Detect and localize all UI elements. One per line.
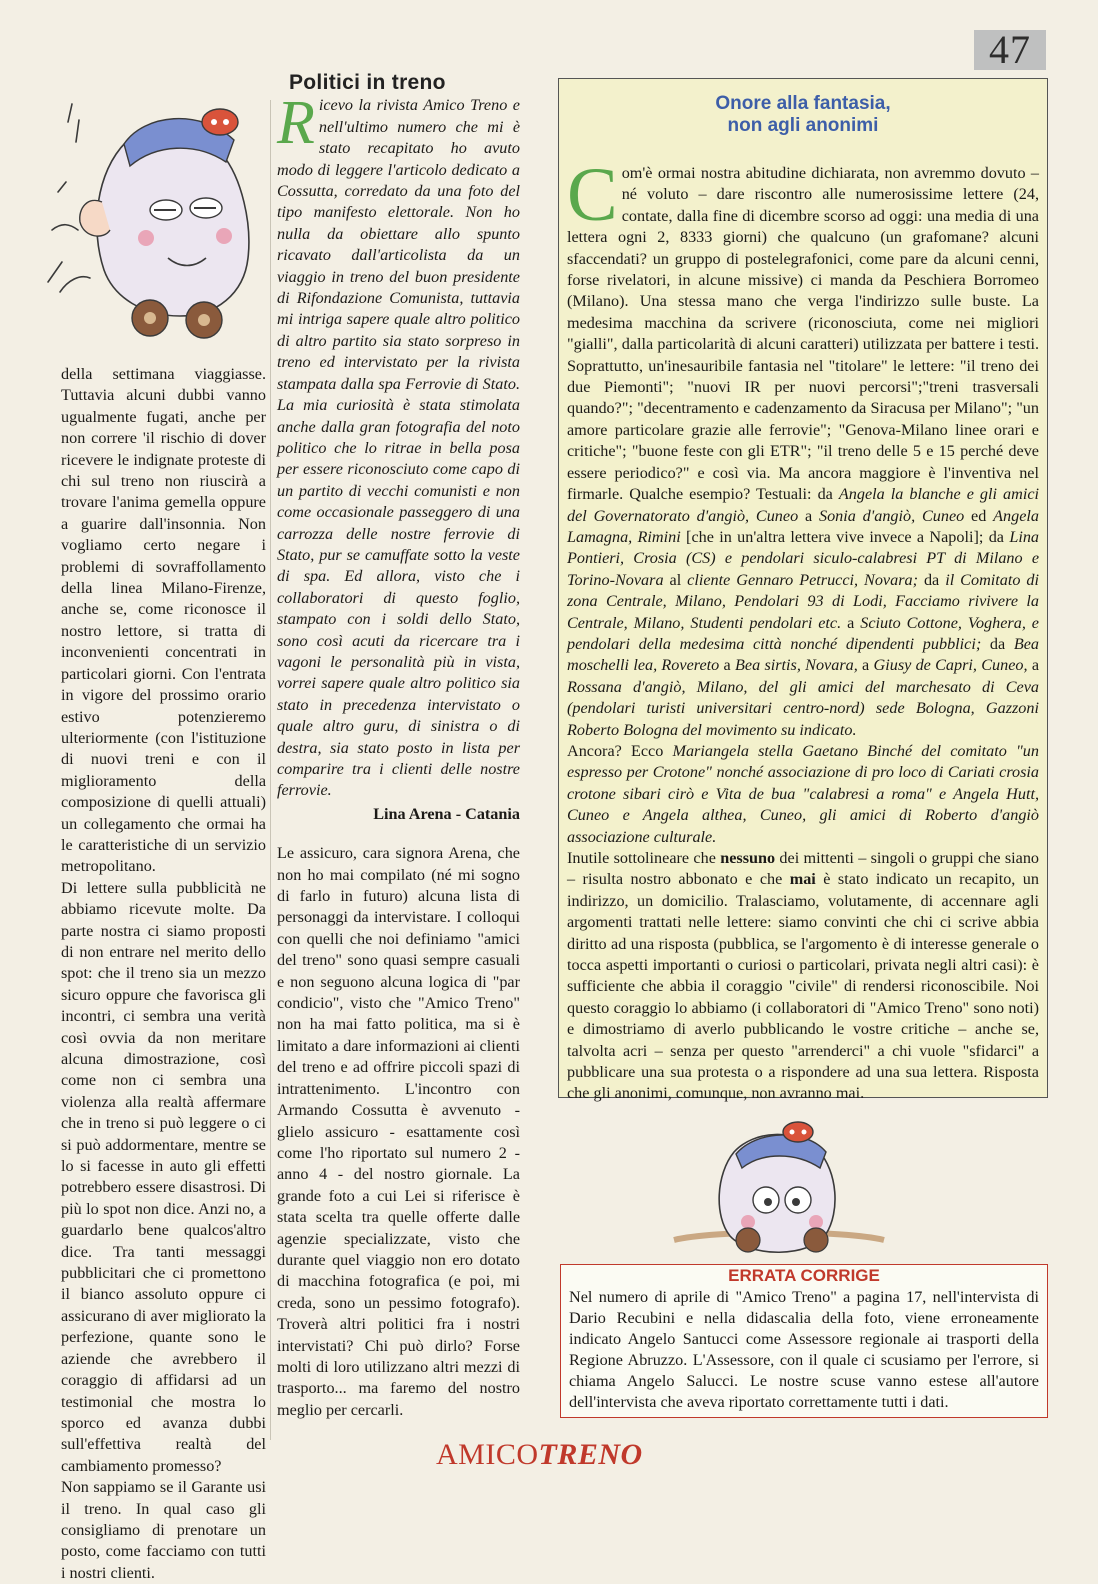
text: Angela Lamagna, Rimini — [567, 506, 1039, 546]
column-left-article — [61, 364, 266, 1584]
text: mai — [789, 870, 816, 889]
text: a — [798, 506, 819, 525]
box-title-line: non agli anonimi — [727, 115, 879, 136]
drop-cap: C — [567, 153, 618, 237]
text: Angela la blanche e gli amici del Governatorato d'angiò, Cuneo — [567, 485, 1040, 525]
errata-corrige-box — [560, 1264, 1048, 1418]
train-character-reading-illustration — [38, 82, 270, 352]
text: Inutile sottolineare che — [567, 849, 721, 867]
letter-text: icevo la rivista Amico Treno e nell'ultimo numero che mi è stato recapitato ho avuto modo di leggere l'articolo dedicato a Cossutta, corredato da una foto del tipo manifesto elettorale. Non ho nulla da obiettare allo spunto ricavato dall'articolista da un viaggio in treno del buon presidente di Rifondazione Comunista, tuttavia mi intriga sapere quale altro politico di altro partito sia stato sorpreso in treno ed intervistato per la rivista stampata dalla spa Ferrovie di Stato. La mia curiosità è stata stimolata anche dalla gran fotografia del noto politico che lo ritrae in bella posa per essere riconosciuto come capo di un partito di vecchi comunisti e non come occasionale passeggero di una carrozza delle nostre ferrovie di Stato, pur se camuffate sotto la veste di spa. Ed allora, visto che i collaboratori di questo foglio, stampato con i soldi dello Stato, sono così acuti da ricercare tra i vagoni le personalità più in vista, vorrei sapere quale altro politico sia stato in precedenza intervistato o quale altro guru, di sinistra o di destra, sia stato posto in lista per comparire tra i clienti delle nostre ferrovie. — [277, 96, 520, 800]
box-paragraph — [567, 741, 1039, 848]
text: a — [1027, 656, 1040, 675]
text: Mariangela stella Gaetano Binché del comitato "un espresso per Crotone" nonché associazione di pro loco di Cariati crosia crotone sibari cirò e Vita de bua "calabresi a roma" e Angela Hutt, Cuneo e Angela althea, Cuneo, gli amici di Roberto d'angiò associazione culturale. — [567, 741, 1039, 846]
text: a — [841, 613, 861, 632]
letter-title: Politici in treno — [289, 71, 446, 94]
text: Bea moschelli lea, Rovereto — [567, 634, 1040, 675]
magazine-logo — [436, 1438, 643, 1472]
column-letter — [277, 72, 520, 1437]
reply-text: Le assicuro, cara signora Arena, che non ho mai compilato (né mi sogno di farlo in futuro) alcuna lista di personaggi da intervistare. I colloqui con quelli che noi definiamo "amici del treno" sono quasi sempre casuali e non seguono alcuna logica di "par condicio", visto che "Amico Treno" non ha mai fatto politica, ma si è limitato a dare informazioni ai clienti del treno e ad offrire piccoli spazi di intrattenimento. L'incontro con Armando Cossutta è avvenuto - glielo assicuro - esattamente così come l'ho riportato sul numero 2 - anno 4 - del nostro giornale. La grande foto a cui Lei si riferisce è stata scelta tra quelle offerte dalle agenzie specializzate, visto che durante quel viaggio non ero dotato di macchina fotografica (e poi, mi creda, sono un pessimo fotografo). Troverà altri politici fra i nostri intervistati? Chi può dirlo? Forse molti di loro utilizzano altri mezzi di trasporto... ma faremo del nostro meglio per cercarli. — [277, 844, 520, 1419]
text: [che in un'altra lettera vive invece a Napoli]; da — [680, 527, 1010, 546]
text: a — [857, 656, 874, 675]
text: al — [663, 570, 688, 589]
text: dei mittenti – singoli o gruppi che siano – risulta nostro abbonato e che — [567, 849, 1040, 889]
text: nessuno — [720, 849, 776, 867]
text: om'è ormai nostra abitudine dichiarata, non avremmo dovuto – né voluto – dare riscontro alle numerosissime lettere (24, contate, dalla fine di dicembre scorso ad oggi: una media di una lettera ogni 2, 8333 giorni) che qualcuno (un grafomane? alcuni sfaccendati? un gruppo di postelegrafonici, come pare da alcuni cenni, forse rivelatori, in alcune missive) ci manda da Peschiera Borromeo (Milano). Una stessa mano che verga l'indirizzo sulle buste. La medesima macchina da scrivere (riconosciuta, come nei migliori "gialli", dalla particolarità di alcuni caratteri) utilizzata per battere i testi. Soprattutto, un'inesauribile fantasia nel "titolare" le lettere: "il treno dei due Piemonti"; "nuovi IR per nuovi percorsi";"treni trasversali quando?"; "decentramento e cadenzamento da Siracusa per Milano"; "un amore particolare grazie alle ferrovie"; "Genova-Milano linee orari e critiche"; "buone feste con gli ETR"; "il treno delle 5 e 15 perché deve essere periodico?" e così via. Ma ancora maggiore è l'inventiva nel firmarle. Qualche esempio? Testuali: da — [567, 164, 1039, 504]
text: Rossana d'angiò, Milano, del gli amici del marchesato di Ceva (pendolari turisti universitari centro-nord) sede Bologna, Gazzoni Roberto Bologna del movimento su indicato. — [567, 677, 1039, 739]
text: il Comitato di zona Centrale, Milano, Pendolari 93 di Lodi, Facciamo rivivere la Centrale, Milano, Studenti pendolari etc. — [567, 570, 1039, 632]
box-paragraph — [567, 153, 1040, 741]
text: Lina Pontieri, Crosia (CS) e pendolari siculo-calabresi PT di Milano e Torino-Novara — [567, 527, 1040, 589]
text: a — [719, 656, 735, 675]
page-number: 47 — [974, 30, 1046, 70]
column-divider — [270, 100, 271, 1440]
highlight-box — [558, 78, 1048, 1103]
text: cliente Gennaro Petrucci, Novara; — [687, 570, 918, 589]
text: Ancora? Ecco — [567, 741, 673, 760]
train-character-peeking-illustration — [664, 1112, 886, 1262]
text: Sonia d'angiò, Cuneo — [818, 506, 965, 525]
text: Bea sirtis, Novara, — [735, 656, 858, 675]
text: ed — [964, 506, 994, 525]
text: è stato indicato un recapito, un indirizzo, un domicilio. Tralasciamo, volutamente, di accennare agli argomenti trattati nelle lettere: siamo convinti che chi ci scrive abbia diritto ad una risposta (pubblica, se l'argomento è di interesse generale o tocca aspetti importanti o curiosi o particolari, privata negli altri casi): è sufficiente che abbia il coraggio "civile" di rendersi riconoscibile. Noi questo coraggio lo abbiamo (i collaboratori di "Amico Treno" sono noti) e dimostriamo di averlo pubblicando le vostre critiche – anche se, talvolta acri – senza per questo "arrenderci" a chi vuole "sfidarci" a pubblicare una sua protesta o a rispondere ad una sua lettera. Risposta che gli anonimi, comunque, non avranno mai. — [567, 870, 1039, 1103]
logo-part: AMICO — [436, 1438, 539, 1471]
text: da — [918, 570, 946, 589]
text: Giusy de Capri, Cuneo, — [873, 656, 1028, 675]
errata-title: ERRATA CORRIGE — [728, 1266, 880, 1285]
paragraph: Non sappiamo se il Garante usi il treno. In qual caso gli consigliamo di prenotare un posto, come facciamo con tutti i nostri clienti. — [61, 1478, 266, 1582]
letter-body — [277, 89, 520, 801]
box-paragraph — [567, 848, 1039, 1105]
logo-part: TRENO — [538, 1438, 643, 1471]
text: Sciuto Cottone, Voghera, e pendolari della medesima città nonché dipendenti pubblici; — [567, 613, 1039, 653]
letter-signature: Lina Arena - Catania — [373, 804, 520, 823]
box-title — [567, 93, 1039, 137]
drop-cap: R — [277, 89, 315, 158]
text: da — [981, 634, 1014, 653]
errata-body: Nel numero di aprile di "Amico Treno" a pagina 17, nell'intervista di Dario Recubini e nella didascalia della foto, viene erroneamente indicato Angelo Santucci come Assessore regionale ai trasporti della Regione Abruzzo. L'Assessore, con il quale ci scusiamo per l'errore, si chiama Angelo Salucci. Le nostre scuse vanno estese all'autore dell'intervista che aveva riportato correttamente tutti i dati. — [569, 1288, 1039, 1411]
box-title-line: Onore alla fantasia, — [715, 93, 891, 114]
paragraph: Di lettere sulla pubblicità ne abbiamo ricevute molte. Da parte nostra ci siamo proposti di non entrare nel merito dello spot: che il treno sia un mezzo sicuro oppure che favorisca gli incontri, ci sembra una verità così ovvia da non meritare alcuna dimostrazione, così come non ci sembra una violenza alla realtà affermare che in treno si può leggere o ci si può addormentare, mentre se lo si facesse in auto gli effetti potrebbero essere disastrosi. Di più lo spot non dice. Anzi no, a guardarlo bene qualcos'altro dice. Tra tanti messaggi pubblicitari che ci promettono il bianco assoluto oppure ci assicurano di aver migliorato la perfezione, quante sono le aziende che avrebbero il coraggio di affidarsi ad un testimonial che mostra lo sporco ed avanza dubbi sull'effettiva realtà del cambiamento promesso? — [61, 878, 266, 1475]
paragraph: della settimana viaggiasse. Tuttavia alcuni dubbi vanno ugualmente fugati, anche per non correre 'il rischio di dover ricevere le indignate proteste di chi sul treno non riuscirà a trovare l'anima gemella oppure a guarire dall'insonnia. Non vogliamo certo negare i problemi di sovraffollamento della linea Milano-Firenze, anche se, come riconosce il nostro lettore, si tratta di inconvenienti concentrati in particolari giorni. Con l'entrata in vigore del prossimo orario estivo potenzieremo ulteriormente (con l'istituzione di nuovi treni e con il miglioramento della composizione di quelli attuali) un collegamento che ormai ha le caratteristiche di un servizio metropolitano. — [61, 365, 266, 876]
